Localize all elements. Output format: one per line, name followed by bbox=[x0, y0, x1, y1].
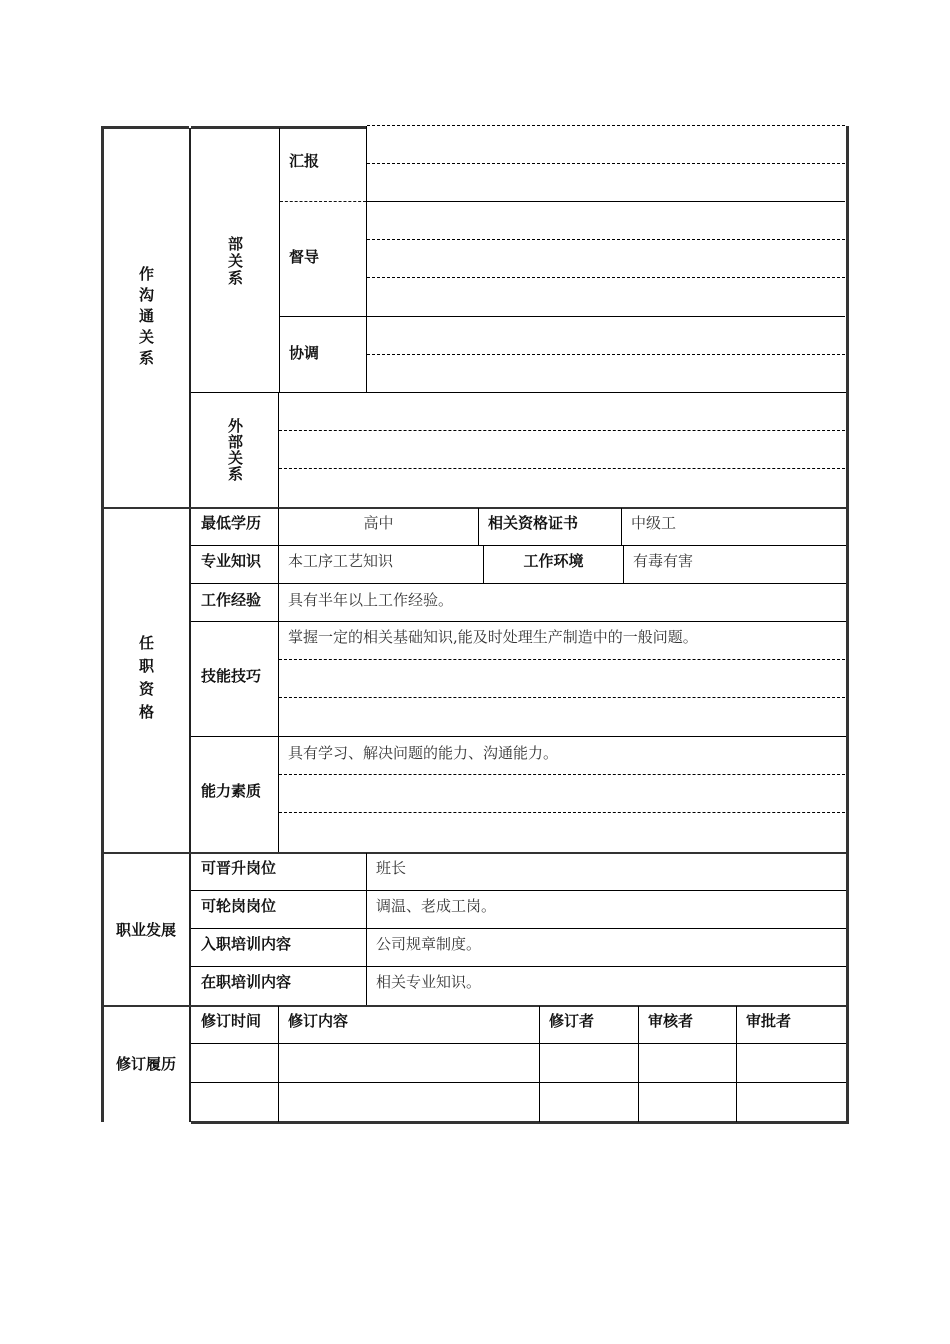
qualifications-section-label: 任职资格 bbox=[137, 634, 155, 727]
certificate-label: 相关资格证书 bbox=[488, 514, 579, 532]
inservice-value: 相关专业知识。 bbox=[376, 973, 482, 991]
rotation-label: 可轮岗岗位 bbox=[201, 897, 277, 915]
promotion-value: 班长 bbox=[376, 859, 407, 877]
revision-section-label: 修订履历 bbox=[115, 1054, 176, 1073]
experience-value: 具有半年以上工作经验。 bbox=[288, 591, 454, 609]
skills-label: 技能技巧 bbox=[201, 667, 262, 685]
coordinate-label: 协调 bbox=[289, 344, 320, 362]
rotation-value: 调温、老成工岗。 bbox=[376, 897, 497, 915]
internal-relations-label: 部关系 bbox=[226, 235, 244, 287]
environment-value: 有毒有害 bbox=[633, 552, 694, 570]
promotion-label: 可晋升岗位 bbox=[201, 859, 277, 877]
outer-bottom-border bbox=[191, 1121, 849, 1124]
revision-date-header: 修订时间 bbox=[201, 1012, 262, 1030]
outer-top-border bbox=[101, 126, 189, 129]
education-label: 最低学历 bbox=[201, 514, 262, 532]
knowledge-label: 专业知识 bbox=[201, 552, 262, 570]
experience-label: 工作经验 bbox=[201, 591, 262, 609]
ability-value: 具有学习、解决问题的能力、沟通能力。 bbox=[288, 744, 559, 762]
outer-right-border bbox=[846, 126, 849, 1122]
environment-label: 工作环境 bbox=[523, 552, 584, 570]
external-relations-label: 外部关系 bbox=[226, 417, 244, 482]
reviser-header: 修订者 bbox=[549, 1012, 595, 1030]
report-label: 汇报 bbox=[289, 152, 320, 170]
communication-section-label: 作沟通关系 bbox=[137, 265, 155, 371]
inservice-label: 在职培训内容 bbox=[201, 973, 292, 991]
certificate-value: 中级工 bbox=[631, 514, 677, 532]
onboarding-value: 公司规章制度。 bbox=[376, 935, 482, 953]
onboarding-label: 入职培训内容 bbox=[201, 935, 292, 953]
ability-label: 能力素质 bbox=[201, 782, 262, 800]
skills-value: 掌握一定的相关基础知识,能及时处理生产制造中的一般问题。 bbox=[288, 628, 698, 646]
education-value: 高中 bbox=[363, 514, 394, 532]
career-section-label: 职业发展 bbox=[115, 920, 176, 939]
knowledge-value: 本工序工艺知识 bbox=[288, 552, 394, 570]
revision-content-header: 修订内容 bbox=[288, 1012, 349, 1030]
supervise-label: 督导 bbox=[289, 248, 320, 266]
reviewer-header: 审核者 bbox=[648, 1012, 694, 1030]
approver-header: 审批者 bbox=[746, 1012, 792, 1030]
